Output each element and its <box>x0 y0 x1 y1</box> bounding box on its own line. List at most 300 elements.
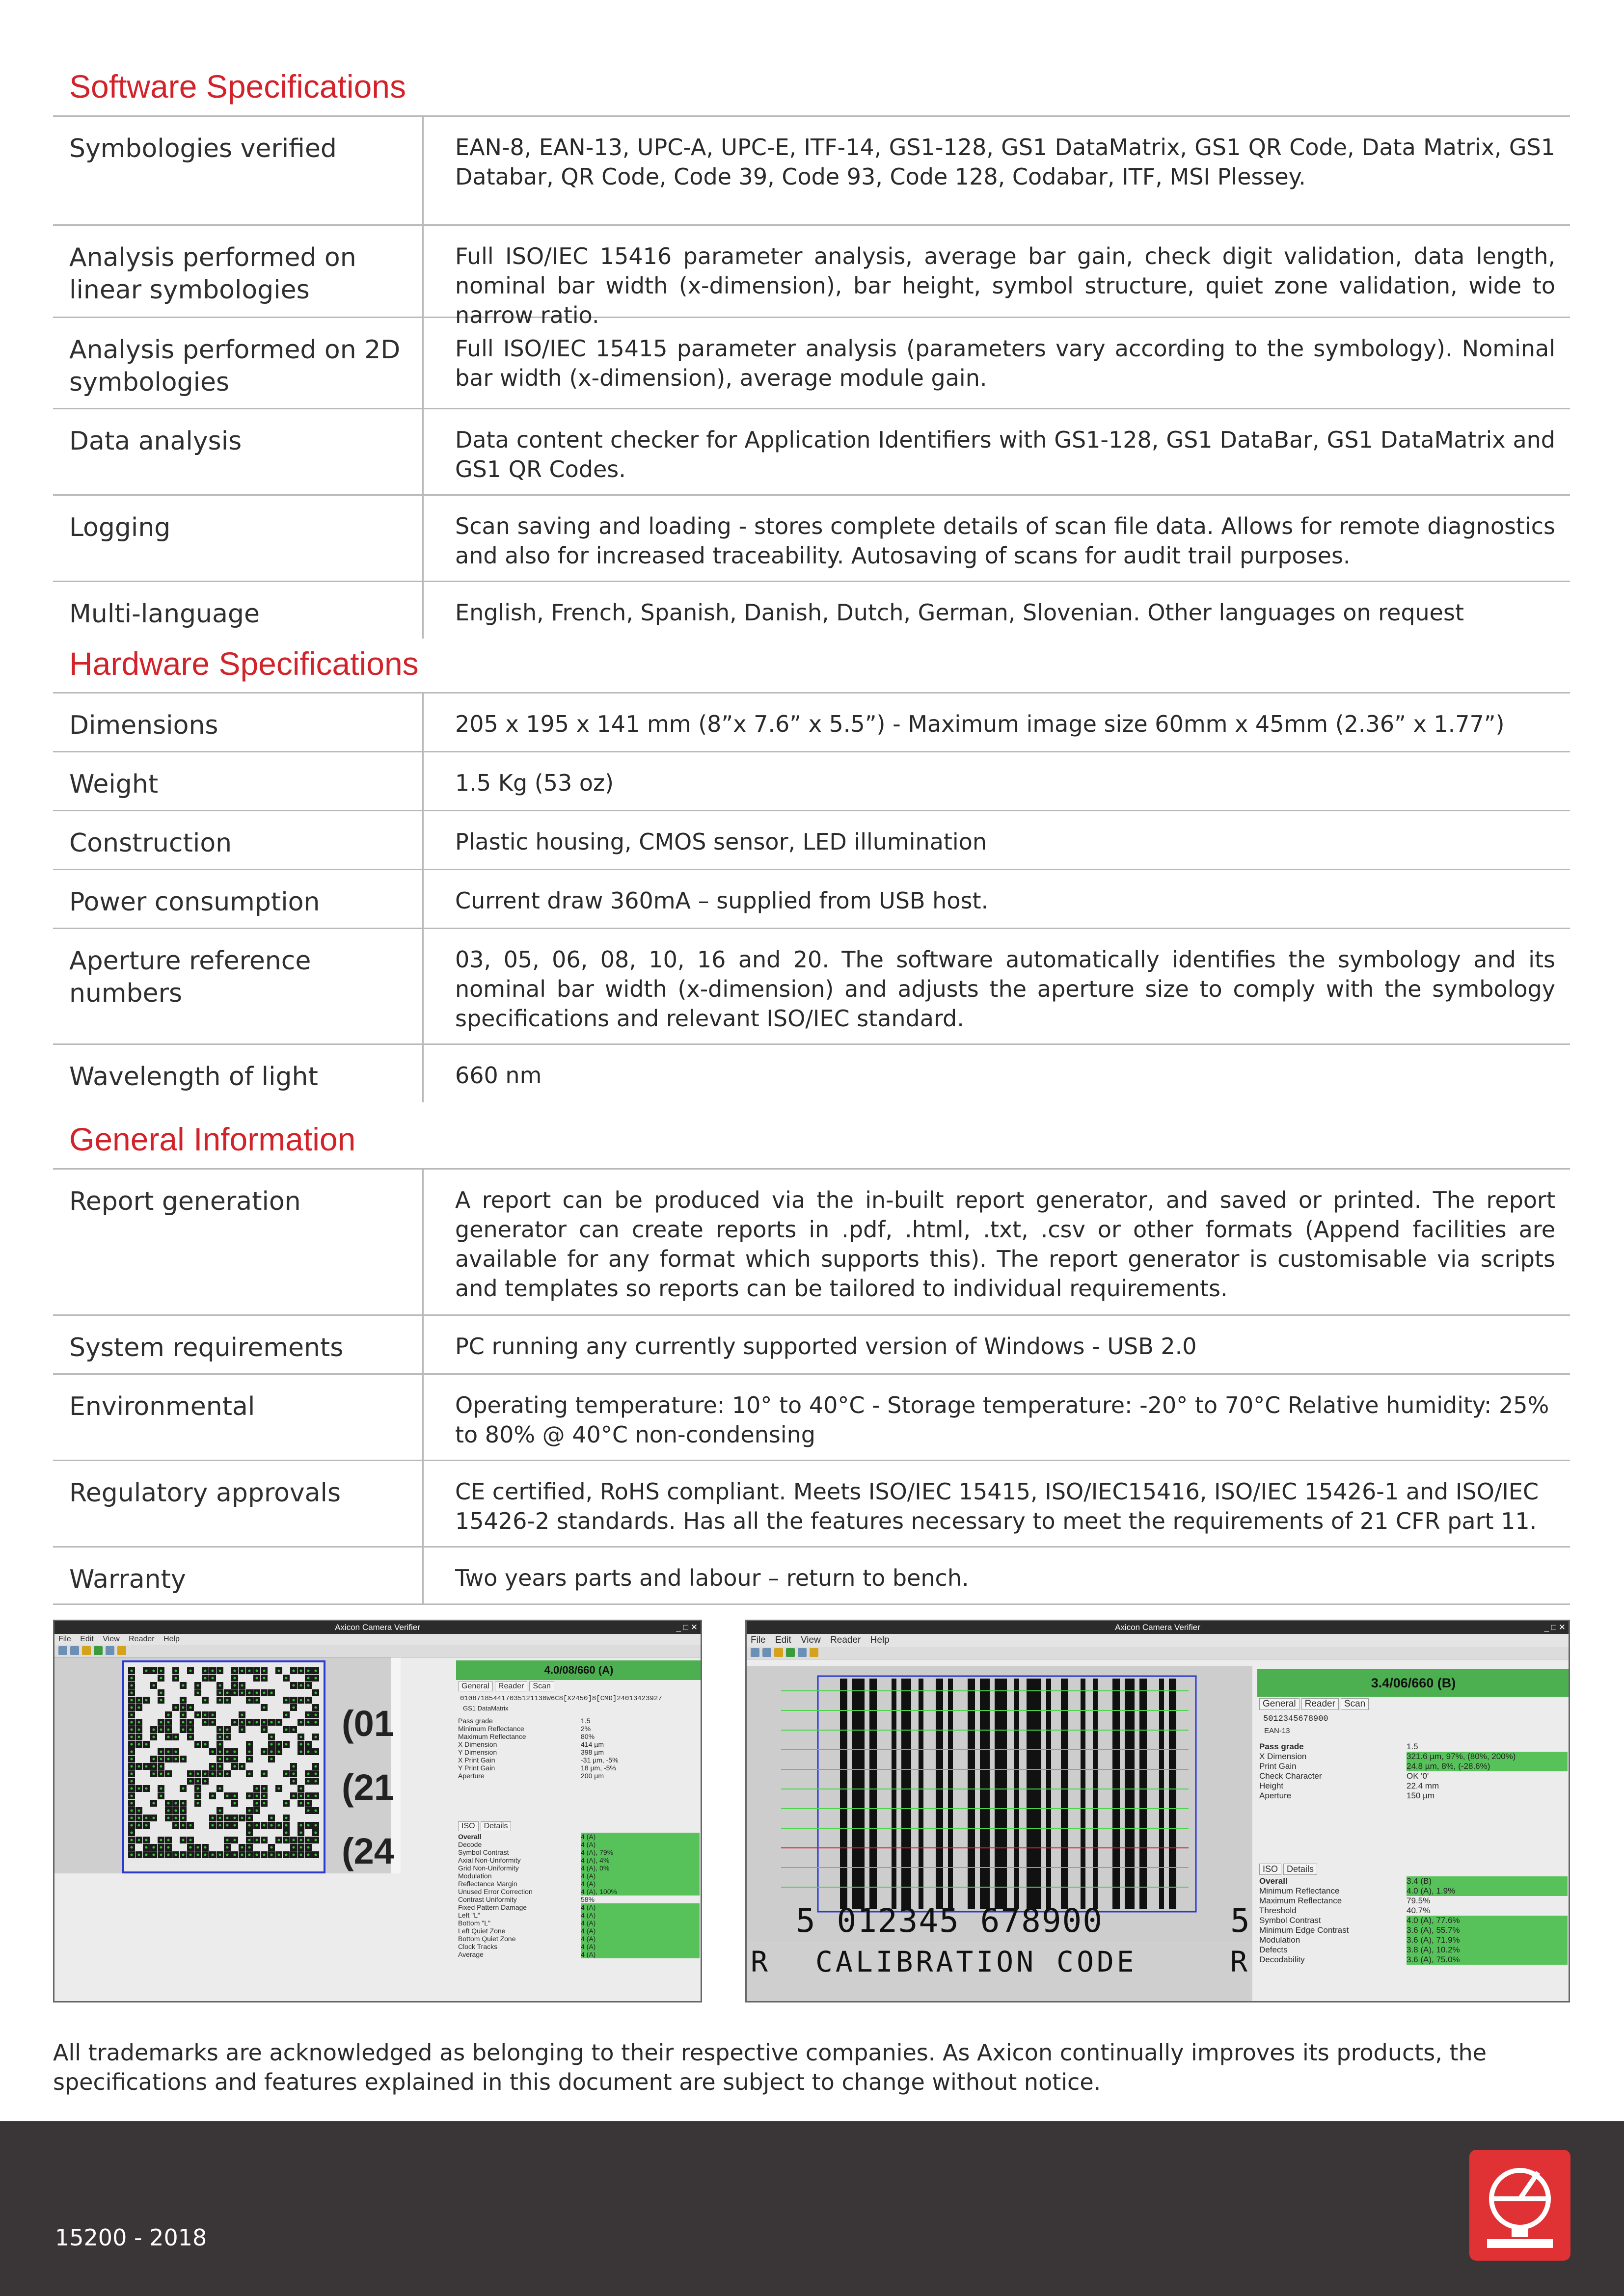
param-name: Modulation <box>1259 1935 1300 1945</box>
module-marker <box>263 1795 266 1797</box>
module-marker <box>293 1670 295 1672</box>
module-marker <box>256 1824 258 1827</box>
module-marker <box>138 1743 140 1746</box>
param-name: Check Character <box>1259 1771 1322 1781</box>
spec-value: 205 x 195 x 141 mm (8”x 7.6” x 5.5”) - Maximum image size 60mm x 45mm (2.36” x 1.77”) <box>455 711 1505 737</box>
module-marker <box>285 1854 288 1856</box>
play-icon[interactable] <box>94 1646 103 1655</box>
module-marker <box>241 1765 244 1768</box>
param-value: 24.8 µm, 8%, (-28.6%) <box>1407 1762 1568 1771</box>
module-marker <box>315 1736 317 1738</box>
page-footer <box>0 2121 1624 2296</box>
module-marker <box>263 1854 266 1856</box>
module-marker <box>204 1846 207 1849</box>
help-icon[interactable] <box>810 1648 818 1657</box>
module-marker <box>256 1670 258 1672</box>
param-name: Minimum Reflectance <box>1259 1886 1340 1896</box>
module-marker <box>300 1684 302 1687</box>
tab-general[interactable]: General <box>458 1682 493 1691</box>
module-marker <box>197 1692 199 1694</box>
spec-value: PC running any currently supported version of Windows - USB 2.0 <box>455 1333 1197 1360</box>
spec-row <box>53 1168 1570 1314</box>
param-row <box>1259 1896 1568 1906</box>
menu-help[interactable]: Help <box>163 1635 180 1643</box>
module-marker <box>153 1854 155 1856</box>
section-title-hardware: Hardware Specifications <box>69 645 419 682</box>
module-marker <box>160 1839 162 1842</box>
module-marker <box>219 1788 221 1790</box>
module-marker <box>167 1736 170 1738</box>
module-marker <box>138 1810 140 1812</box>
menu-view[interactable]: View <box>103 1635 120 1643</box>
spec-row <box>53 115 1570 224</box>
module-marker <box>153 1758 155 1761</box>
spec-row <box>53 810 1570 869</box>
tab-scan[interactable]: Scan <box>529 1682 554 1691</box>
axicon-logo-icon <box>1469 2150 1570 2261</box>
tab-details[interactable]: Details <box>1283 1864 1317 1875</box>
module-marker <box>234 1684 236 1687</box>
param-value: 4 (A) <box>581 1880 700 1888</box>
window-titlebar <box>54 1621 701 1634</box>
window-title: Axicon Camera Verifier <box>1115 1623 1200 1632</box>
param-name: Bottom "L" <box>458 1919 490 1927</box>
general-spec-table <box>53 1168 1570 1605</box>
module-marker <box>212 1765 214 1768</box>
module-marker <box>197 1846 199 1849</box>
module-marker <box>131 1765 133 1768</box>
module-marker <box>212 1817 214 1819</box>
module-marker <box>285 1699 288 1702</box>
param-row <box>458 1764 700 1772</box>
module-marker <box>293 1699 295 1702</box>
module-marker <box>315 1854 317 1856</box>
menu-file[interactable]: File <box>751 1635 766 1645</box>
tab-details[interactable]: Details <box>481 1821 512 1831</box>
param-value: 22.4 mm <box>1407 1781 1439 1790</box>
param-name: Height <box>1259 1781 1284 1790</box>
side-text-line: (24 <box>342 1831 394 1871</box>
iso-tabs <box>456 1820 702 1833</box>
module-marker <box>131 1714 133 1716</box>
module-marker <box>197 1773 199 1775</box>
module-marker <box>300 1751 302 1753</box>
module-marker <box>131 1729 133 1731</box>
module-marker <box>212 1714 214 1716</box>
module-marker <box>293 1839 295 1842</box>
module-marker <box>293 1773 295 1775</box>
spec-value: Plastic housing, CMOS sensor, LED illumination <box>455 828 987 855</box>
module-marker <box>219 1854 221 1856</box>
param-row <box>458 1896 700 1903</box>
param-value: 18 µm, -5% <box>581 1764 616 1772</box>
param-name: Minimum Reflectance <box>458 1725 524 1733</box>
module-marker <box>300 1736 302 1738</box>
param-value: 4 (A), 79% <box>581 1848 700 1856</box>
module-marker <box>204 1677 207 1680</box>
save-icon[interactable] <box>70 1646 79 1655</box>
param-row <box>1259 1925 1568 1935</box>
spec-label: Report generation <box>53 1170 424 1314</box>
module-marker <box>293 1795 295 1797</box>
menu-edit[interactable]: Edit <box>80 1635 94 1643</box>
module-marker <box>197 1714 199 1716</box>
param-value: 4 (A) <box>581 1872 700 1880</box>
module-marker <box>248 1721 251 1724</box>
module-marker <box>234 1839 236 1842</box>
iso-params <box>456 1833 702 1958</box>
module-marker <box>248 1692 251 1694</box>
module-marker <box>189 1707 192 1709</box>
module-marker <box>256 1854 258 1856</box>
module-marker <box>256 1802 258 1805</box>
module-marker <box>219 1670 221 1672</box>
module-marker <box>160 1788 162 1790</box>
param-value: 414 µm <box>581 1740 604 1748</box>
module-marker <box>167 1758 170 1761</box>
menu-reader[interactable]: Reader <box>129 1635 155 1643</box>
side-text-line: (01 <box>342 1703 394 1744</box>
param-name: Overall <box>458 1833 482 1841</box>
module-marker <box>263 1670 266 1672</box>
module-marker <box>241 1670 244 1672</box>
param-row <box>458 1772 700 1780</box>
module-marker <box>145 1765 148 1768</box>
param-name: Clock Tracks <box>458 1943 498 1950</box>
param-row <box>458 1888 700 1896</box>
module-marker <box>145 1824 148 1827</box>
param-value: 40.7% <box>1407 1906 1431 1915</box>
module-marker <box>182 1839 185 1842</box>
module-marker <box>212 1677 214 1680</box>
param-row <box>1259 1945 1568 1955</box>
spec-label: Construction <box>53 811 424 869</box>
module-marker <box>204 1773 207 1775</box>
module-marker <box>131 1758 133 1761</box>
spec-row <box>53 581 1570 639</box>
iso-tabs <box>1257 1862 1570 1876</box>
module-marker <box>182 1854 185 1856</box>
module-marker <box>248 1758 251 1761</box>
module-marker <box>226 1824 229 1827</box>
module-marker <box>153 1773 155 1775</box>
module-marker <box>160 1692 162 1694</box>
module-marker <box>189 1729 192 1731</box>
param-name: X Print Gain <box>458 1756 495 1764</box>
spec-label: Aperture reference numbers <box>53 929 424 1043</box>
scan-image <box>54 1657 401 1873</box>
module-marker <box>226 1795 229 1797</box>
module-marker <box>138 1729 140 1731</box>
param-row <box>458 1748 700 1756</box>
module-marker <box>219 1765 221 1768</box>
general-params <box>1257 1742 1570 1862</box>
module-marker <box>271 1743 273 1746</box>
tab-general[interactable]: General <box>1259 1698 1299 1710</box>
spec-value: Full ISO/IEC 15416 parameter analysis, average bar gain, check digit validation, data length, nominal bar width (x-dimension), bar height, symbol structure, quiet zone validation, wide to narrow ratio. <box>455 243 1555 328</box>
module-marker <box>138 1736 140 1738</box>
module-marker <box>248 1832 251 1834</box>
screenshot-datamatrix <box>53 1620 702 2002</box>
param-value: 4 (A) <box>581 1943 700 1950</box>
param-value: 4 (A) <box>581 1841 700 1848</box>
module-marker <box>234 1670 236 1672</box>
module-marker <box>212 1721 214 1724</box>
module-marker <box>131 1670 133 1672</box>
module-marker <box>285 1832 288 1834</box>
module-marker <box>219 1699 221 1702</box>
module-marker <box>189 1839 192 1842</box>
module-marker <box>285 1743 288 1746</box>
module-marker <box>300 1670 302 1672</box>
section-title-software: Software Specifications <box>69 68 406 105</box>
tab-iso[interactable]: ISO <box>458 1821 479 1831</box>
param-name: Aperture <box>1259 1791 1292 1800</box>
menu-bar <box>54 1634 701 1645</box>
module-marker <box>315 1692 317 1694</box>
module-marker <box>226 1758 229 1761</box>
folder-icon[interactable] <box>774 1648 783 1657</box>
module-marker <box>226 1692 229 1694</box>
module-marker <box>256 1795 258 1797</box>
module-marker <box>248 1854 251 1856</box>
module-marker <box>226 1817 229 1819</box>
module-marker <box>307 1802 310 1805</box>
barcode-bar <box>936 1679 943 1909</box>
module-marker <box>182 1802 185 1805</box>
help-icon[interactable] <box>117 1646 126 1655</box>
module-marker <box>197 1684 199 1687</box>
module-marker <box>234 1802 236 1805</box>
module-marker <box>131 1854 133 1856</box>
module-marker <box>167 1839 170 1842</box>
module-marker <box>263 1692 266 1694</box>
save-icon[interactable] <box>762 1648 771 1657</box>
param-value: OK '0' <box>1407 1771 1429 1781</box>
spec-value: Current draw 360mA – supplied from USB host. <box>455 887 989 914</box>
general-params <box>456 1717 702 1820</box>
module-marker <box>175 1670 177 1672</box>
module-marker <box>219 1729 221 1731</box>
toolbar <box>747 1647 1569 1659</box>
param-row <box>458 1740 700 1748</box>
module-marker <box>138 1721 140 1724</box>
param-value: 3.6 (A), 75.0% <box>1407 1955 1568 1965</box>
module-marker <box>300 1802 302 1805</box>
menu-bar <box>747 1634 1569 1647</box>
module-marker <box>204 1743 207 1746</box>
module-marker <box>204 1854 207 1856</box>
module-marker <box>263 1802 266 1805</box>
tab-reader[interactable]: Reader <box>495 1682 527 1691</box>
barcode-digits: 5 012345 678900 <box>796 1902 1104 1940</box>
module-marker <box>167 1751 170 1753</box>
module-marker <box>278 1721 280 1724</box>
module-marker <box>278 1751 280 1753</box>
scan-image <box>747 1666 1252 2002</box>
module-marker <box>182 1788 185 1790</box>
folder-icon[interactable] <box>82 1646 91 1655</box>
menu-view[interactable]: View <box>800 1635 821 1645</box>
module-marker <box>248 1824 251 1827</box>
module-marker <box>145 1854 148 1856</box>
spec-label: Symbologies verified <box>53 117 424 224</box>
barcode-bar <box>1014 1679 1019 1909</box>
module-marker <box>160 1854 162 1856</box>
module-marker <box>307 1780 310 1783</box>
module-marker <box>219 1810 221 1812</box>
barcode-bar <box>892 1679 896 1909</box>
module-marker <box>271 1736 273 1738</box>
refresh-icon[interactable] <box>106 1646 114 1655</box>
window-titlebar <box>747 1621 1569 1634</box>
module-marker <box>226 1839 229 1842</box>
module-marker <box>219 1692 221 1694</box>
module-marker <box>271 1751 273 1753</box>
param-value: 3.6 (A), 55.7% <box>1407 1925 1568 1935</box>
tab-reader[interactable]: Reader <box>1301 1698 1339 1710</box>
module-marker <box>300 1699 302 1702</box>
spec-row <box>53 1373 1570 1460</box>
module-marker <box>175 1736 177 1738</box>
spec-value: Two years parts and labour – return to bench. <box>455 1565 969 1591</box>
tab-scan[interactable]: Scan <box>1341 1698 1369 1710</box>
module-marker <box>182 1824 185 1827</box>
param-value: 80% <box>581 1733 595 1740</box>
module-marker <box>315 1773 317 1775</box>
barcode-bar <box>852 1679 865 1909</box>
module-marker <box>219 1824 221 1827</box>
module-marker <box>256 1699 258 1702</box>
play-icon[interactable] <box>786 1648 795 1657</box>
module-marker <box>219 1817 221 1819</box>
menu-edit[interactable]: Edit <box>775 1635 791 1645</box>
module-marker <box>293 1846 295 1849</box>
spec-row <box>53 224 1570 328</box>
module-marker <box>131 1699 133 1702</box>
module-marker <box>248 1773 251 1775</box>
section-title-general: General Information <box>69 1121 356 1157</box>
toolbar <box>54 1645 701 1657</box>
param-name: Maximum Reflectance <box>458 1733 526 1740</box>
param-name: Y Dimension <box>458 1748 497 1756</box>
module-marker <box>234 1765 236 1768</box>
module-marker <box>138 1788 140 1790</box>
module-marker <box>285 1802 288 1805</box>
symbology-name: GS1 DataMatrix <box>463 1705 509 1712</box>
module-marker <box>293 1780 295 1783</box>
module-marker <box>131 1788 133 1790</box>
module-marker <box>248 1670 251 1672</box>
module-marker <box>307 1684 310 1687</box>
module-marker <box>285 1817 288 1819</box>
module-marker <box>175 1824 177 1827</box>
menu-reader[interactable]: Reader <box>830 1635 861 1645</box>
param-row <box>458 1880 700 1888</box>
param-name: Contrast Uniformity <box>458 1896 517 1903</box>
module-marker <box>182 1729 185 1731</box>
module-marker <box>219 1684 221 1687</box>
window-controls[interactable]: _ □ ✕ <box>676 1623 698 1632</box>
spec-label: Warranty <box>53 1548 424 1603</box>
iso-params <box>1257 1876 1570 1965</box>
module-marker <box>160 1721 162 1724</box>
module-marker <box>293 1729 295 1731</box>
module-marker <box>234 1751 236 1753</box>
module-marker <box>234 1721 236 1724</box>
module-marker <box>315 1795 317 1797</box>
param-row <box>458 1864 700 1872</box>
module-marker <box>307 1751 310 1753</box>
menu-file[interactable]: File <box>58 1635 71 1643</box>
spec-value: 1.5 Kg (53 oz) <box>455 770 614 796</box>
module-marker <box>131 1707 133 1709</box>
spec-label: Analysis performed on 2D symbologies <box>53 318 424 408</box>
spec-value: 660 nm <box>455 1062 542 1089</box>
spec-value: Scan saving and loading - stores complete details of scan file data. Allows for remote diagnostics and also for increased traceability. Autosaving of scans for audit trail purposes. <box>455 513 1555 569</box>
refresh-icon[interactable] <box>798 1648 807 1657</box>
param-name: Decode <box>458 1841 482 1848</box>
open-icon[interactable] <box>58 1646 67 1655</box>
param-value: 4 (A) <box>581 1911 700 1919</box>
param-row <box>1259 1886 1568 1896</box>
open-icon[interactable] <box>751 1648 759 1657</box>
spec-label: Multi-language <box>53 582 424 639</box>
spec-label: Analysis performed on linear symbologies <box>53 226 424 317</box>
barcode-bar <box>869 1679 877 1909</box>
module-marker <box>226 1846 229 1849</box>
window-controls[interactable]: _ □ ✕ <box>1544 1623 1566 1632</box>
tab-iso[interactable]: ISO <box>1259 1864 1281 1875</box>
barcode-graphic <box>747 1666 1252 1941</box>
module-marker <box>241 1684 244 1687</box>
param-value: 200 µm <box>581 1772 604 1780</box>
module-marker <box>293 1765 295 1768</box>
param-row <box>1259 1781 1568 1791</box>
module-marker <box>256 1692 258 1694</box>
module-marker <box>226 1699 229 1702</box>
module-marker <box>175 1810 177 1812</box>
module-marker <box>219 1736 221 1738</box>
module-marker <box>131 1743 133 1746</box>
module-marker <box>167 1773 170 1775</box>
module-marker <box>285 1773 288 1775</box>
param-name: Pass grade <box>458 1717 493 1725</box>
module-marker <box>256 1788 258 1790</box>
trademark-footnote: All trademarks are acknowledged as belonging to their respective companies. As Axicon continually improves its products, the specifications and features explained in this document are subject to change without notice. <box>53 2039 1487 2095</box>
module-marker <box>234 1677 236 1680</box>
param-value: 4 (A), 0% <box>581 1864 700 1872</box>
module-marker <box>131 1684 133 1687</box>
module-marker <box>285 1824 288 1827</box>
param-name: Grid Non-Uniformity <box>458 1864 519 1872</box>
module-marker <box>315 1670 317 1672</box>
module-marker <box>189 1846 192 1849</box>
module-marker <box>248 1751 251 1753</box>
param-value: 4.0 (A), 77.6% <box>1407 1916 1568 1925</box>
module-marker <box>234 1824 236 1827</box>
module-marker <box>175 1677 177 1680</box>
module-marker <box>167 1721 170 1724</box>
param-row <box>458 1725 700 1733</box>
module-marker <box>138 1854 140 1856</box>
spec-row <box>53 751 1570 810</box>
menu-help[interactable]: Help <box>870 1635 890 1645</box>
param-row <box>1259 1742 1568 1752</box>
module-marker <box>160 1699 162 1702</box>
module-marker <box>300 1721 302 1724</box>
param-row <box>458 1856 700 1864</box>
